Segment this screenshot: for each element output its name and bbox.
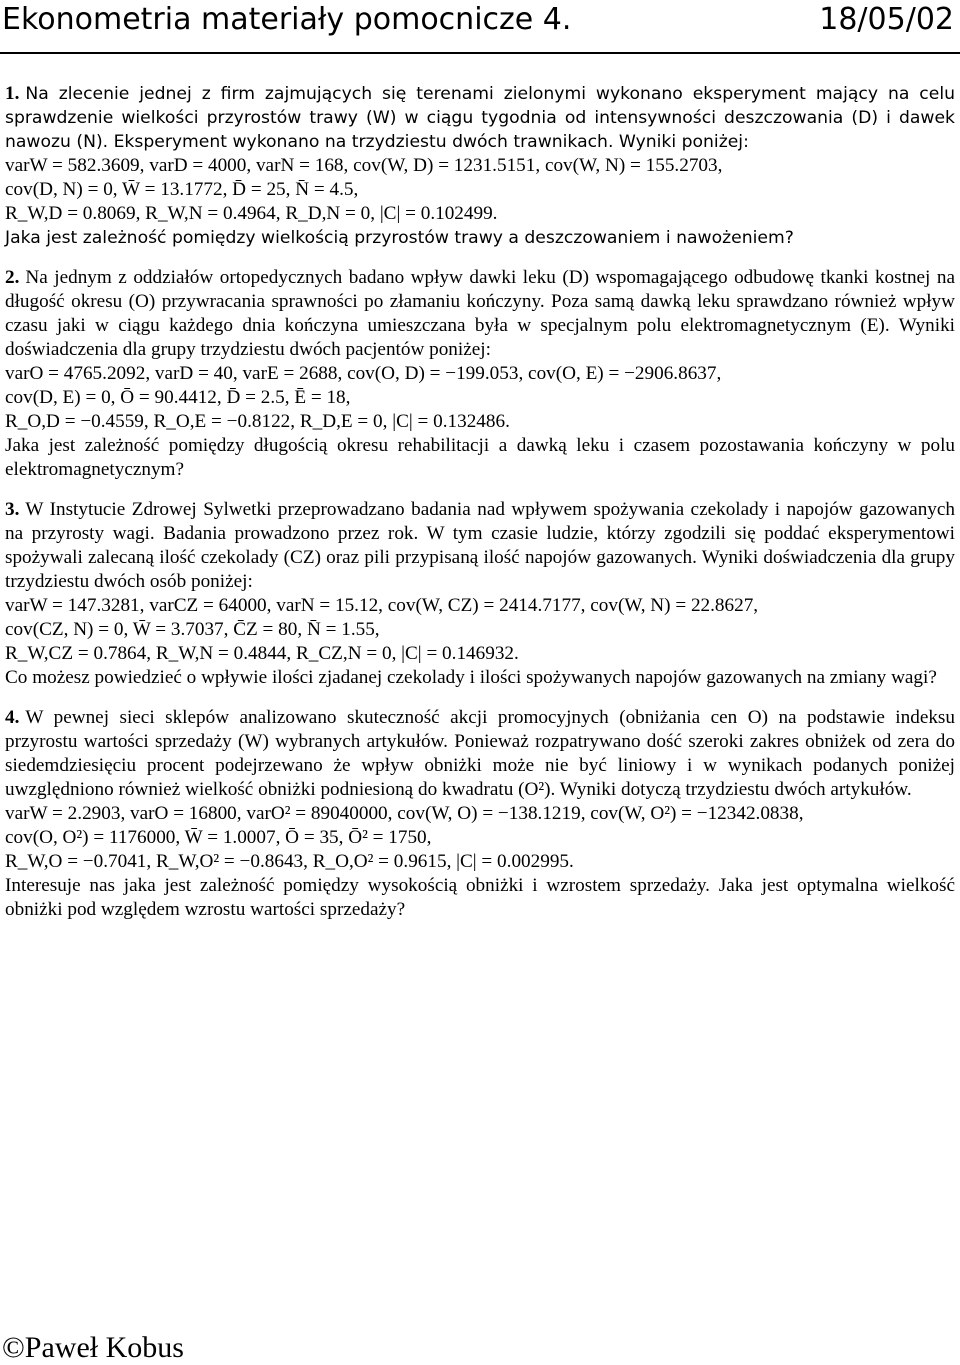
problem-number: 2. (5, 267, 20, 288)
formula-line: R_O,D = −0.4559, R_O,E = −0.8122, R_D,E = 0, |C| = 0.132486. (5, 411, 510, 432)
formula-line: R_W,O = −0.7041, R_W,O² = −0.8643, R_O,O² = 0.9615, |C| = 0.002995. (5, 851, 574, 872)
problem-text (5, 706, 955, 802)
problem-3 (5, 498, 955, 690)
page-header (2, 2, 954, 46)
formula-line: cov(D, E) = 0, Ō = 90.4412, D̄ = 2.5, Ē = 18, (5, 387, 351, 408)
problem-1 (5, 82, 955, 250)
problem-text (5, 82, 955, 154)
problem-text (5, 498, 955, 594)
formula-line: cov(O, O²) = 1176000, W̄ = 1.0007, Ō = 35, Ō² = 1750, (5, 827, 432, 848)
formula-line: varW = 2.2903, varO = 16800, varO² = 89040000, cov(W, O) = −138.1219, cov(W, O²) = −12342.0838, (5, 803, 804, 824)
problem-4 (5, 706, 955, 922)
problem-description: W pewnej sieci sklepów analizowano skuteczność akcji promocyjnych (obniżania cen O) na podstawie indeksu przyrostu wartości sprzedaży (W) wybranych artykułów. Ponieważ rozpatrywano dość szeroki zakres obniżek od zera do siedemdziesięciu procent podejrzewano że wpływ obniżki może nie być liniowy i w wynikach podanych poniżej uwzględniono również wielkość obniżki podniesioną do kwadratu (O²). Wyniki dotyczą trzydziestu dwóch artykułów. (5, 707, 955, 800)
problem-question: Interesuje nas jaka jest zależność pomiędzy wysokością obniżki i wzrostem sprzedaży. Jaka jest optymalna wielkość obniżki pod względem wzrostu wartości sprzedaży? (5, 875, 955, 920)
formula-line: varW = 147.3281, varCZ = 64000, varN = 15.12, cov(W, CZ) = 2414.7177, cov(W, N) = 22.8627, (5, 595, 759, 616)
problem-number: 3. (5, 499, 20, 520)
header-date: 18/05/02 (819, 2, 954, 37)
header-rule (0, 52, 960, 54)
problem-number: 4. (5, 707, 20, 728)
problem-description: Na jednym z oddziałów ortopedycznych badano wpływ dawki leku (D) wspomagającego odbudowę tkanki kostnej na długość okresu (O) przywracania sprawności po złamaniu kończyny. Poza samą dawką leku sprawdzano również wpływ czasu jaki w ciągu każdego dnia kończyna umieszczana była w specjalnym polu elektromagnetycznym (E). Wyniki doświadczenia dla grupy trzydziestu dwóch pacjentów poniżej: (5, 267, 955, 360)
problem-2 (5, 266, 955, 482)
header-title: Ekonometria materiały pomocnicze 4. (2, 2, 572, 37)
problem-question: Jaka jest zależność pomiędzy wielkością przyrostów trawy a deszczowaniem i nawożeniem? (5, 228, 794, 248)
formula-line: varO = 4765.2092, varD = 40, varE = 2688, cov(O, D) = −199.053, cov(O, E) = −2906.8637, (5, 363, 722, 384)
formula-line: cov(D, N) = 0, W̄ = 13.1772, D̄ = 25, N̄ = 4.5, (5, 179, 359, 200)
problem-number: 1. (5, 83, 20, 104)
problems-list (5, 82, 955, 938)
problem-text (5, 266, 955, 362)
problem-question: Co możesz powiedzieć o wpływie ilości zjadanej czekolady i ilości spożywanych napojów gazowanych na zmiany wagi? (5, 667, 937, 688)
problem-description: Na zlecenie jednej z firm zajmujących się terenami zielonymi wykonano eksperyment mający na celu sprawdzenie wielkości przyrostów trawy (W) w ciągu tygodnia od intensywności deszczowania (D) i dawek nawozu (N). Eksperyment wykonano na trzydziestu dwóch trawnikach. Wyniki poniżej: (5, 84, 955, 152)
problem-description: W Instytucie Zdrowej Sylwetki przeprowadzano badania nad wpływem spożywania czekolady i napojów gazowanych na przyrosty wagi. Badania prowadzono przez rok. W tym czasie ludzie, którzy zgodzili się poddać eksperymentowi spożywali zalecaną ilość czekolady (CZ) oraz pili przypisaną ilość napojów gazowanych. Wyniki doświadczenia dla grupy trzydziestu dwóch osób poniżej: (5, 499, 955, 592)
formula-line: R_W,CZ = 0.7864, R_W,N = 0.4844, R_CZ,N = 0, |C| = 0.146932. (5, 643, 519, 664)
problem-question: Jaka jest zależność pomiędzy długością okresu rehabilitacji a dawką leku i czasem pozostawania kończyny w polu elektromagnetycznym? (5, 435, 955, 480)
formula-line: cov(CZ, N) = 0, W̄ = 3.7037, C̄Z = 80, N̄ = 1.55, (5, 619, 380, 640)
copyright-footer: ©Paweł Kobus (2, 1331, 184, 1364)
formula-line: R_W,D = 0.8069, R_W,N = 0.4964, R_D,N = 0, |C| = 0.102499. (5, 203, 498, 224)
formula-line: varW = 582.3609, varD = 4000, varN = 168, cov(W, D) = 1231.5151, cov(W, N) = 155.2703, (5, 155, 723, 176)
